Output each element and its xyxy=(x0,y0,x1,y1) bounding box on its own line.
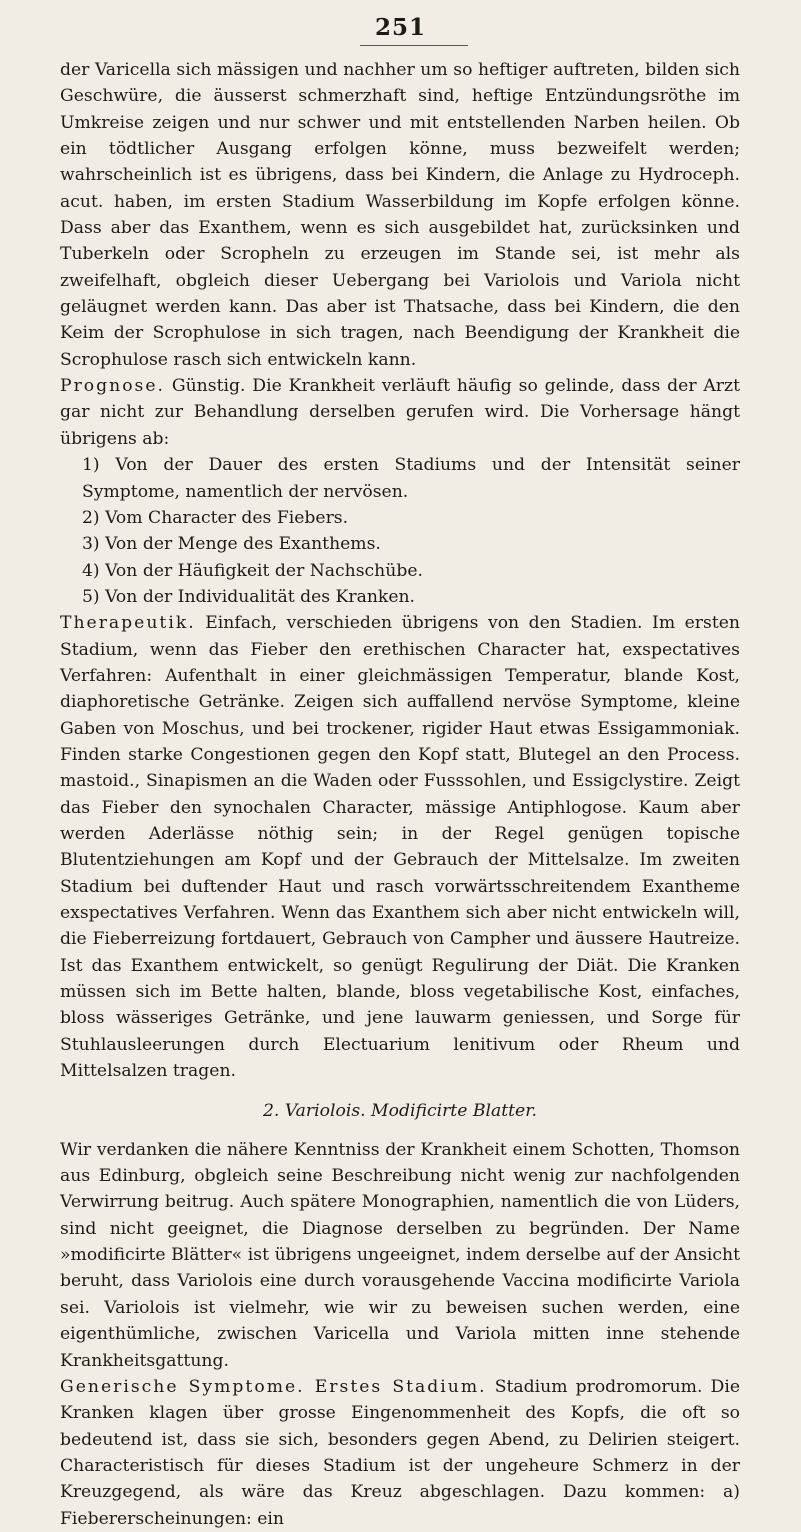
list-item: 4) Von der Häufigkeit der Nachschübe. xyxy=(82,560,423,581)
paragraph-varicella-complications: der Varicella sich mässigen und nachher um so heftiger auftreten, bilden sich Geschwüre, die äusserst schmerzhaft sind, heftige Entzündungsröthe im Umkreise zeigen und nur schwer und mit entstellenden Narben heilen. Ob ein tödtlicher Ausgang erfolgen könne, muss bezweifelt werden; wahrscheinlich ist es übrigens, dass bei Kindern, die Anlage zu Hydroceph. acut. haben, im ersten Stadium Wasserbildung im Kopfe erfolgen könne. Dass aber das Exanthem, wenn es sich ausgebildet hat, zurücksinken und Tuberkeln oder Scropheln zu erzeugen im Stande sei, ist mehr als zweifelhaft, obgleich dieser Uebergang bei Variolois und Variola nicht geläugnet werden kann. Das aber ist Thatsache, dass bei Kindern, die den Keim der Scrophulose in sich tragen, nach Beendigung der Krankheit die Scrophulose rasch sich entwickeln kann. xyxy=(60,60,740,370)
symptome-lead: Generische Symptome. Erstes Stadium. xyxy=(60,1376,487,1397)
list-item: 5) Von der Individualität des Kranken. xyxy=(82,586,416,607)
therapeutik-lead: Therapeutik. xyxy=(60,613,196,634)
paragraph-generische-symptome xyxy=(60,1374,740,1532)
section-heading: 2. Variolois. Modificirte Blatter. xyxy=(262,1101,538,1122)
symptome-text: Stadium prodromorum. Die Kranken klagen über grosse Eingenommenheit des Kopfs, die oft so bedeutend ist, dass sie sich, besonders gegen Abend, zu Delirien steigert. Characteristisch für dieses Stadium ist der ungeheure Schmerz in der Kreuzgegend, als wäre das Kreuz abgeschlagen. Dazu kommen: a) Fiebererscheinungen: ein xyxy=(60,1376,740,1529)
paragraph-variolois-history: Wir verdanken die nähere Kenntniss der Krankheit einem Schotten, Thomson aus Edinburg, obgleich seine Beschreibung nicht wenig zur nachfolgenden Verwirrung beitrug. Auch spätere Monographien, namentlich die von Lüders, sind nicht geeignet, die Diagnose derselben zu begründen. Der Name »modificirte Blätter« ist übrigens ungeeignet, indem derselbe auf der Ansicht beruht, dass Variolois eine durch vorausgehende Vaccina modificirte Variola sei. Variolois ist vielmehr, wie wir zu beweisen suchen werden, eine eigenthümliche, zwischen Varicella und Variola mitten inne stehende Krankheitsgattung. xyxy=(60,1139,740,1371)
page-number: 251 xyxy=(374,14,426,41)
paragraph-therapeutik xyxy=(60,610,740,1084)
paragraph-prognose xyxy=(60,373,740,452)
page-body xyxy=(60,57,740,1532)
list-item: 1) Von der Dauer des ersten Stadiums und der Intensität seiner Symptome, namentlich der nervösen. xyxy=(82,455,740,502)
therapeutik-text: Einfach, verschieden übrigens von den Stadien. Im ersten Stadium, wenn das Fieber den erethischen Character hat, exspectatives Verfahren: Aufenthalt in einer gleichmässigen Temperatur, blande Kost, diaphoretische Getränke. Zeigen sich auffallend nervöse Symptome, kleine Gaben von Moschus, und bei trockener, rigider Haut etwas Essigammoniak. Finden starke Congestionen gegen den Kopf statt, Blutegel an den Process. mastoid., Sinapismen an die Waden oder Fusssohlen, und Essigclystire. Zeigt das Fieber den synochalen Character, mässige Antiphlogose. Kaum aber werden Aderlässe nöthig sein; in der Regel genügen topische Blutentziehungen am Kopf und der Gebrauch der Mittelsalze. Im zweiten Stadium bei duftender Haut und rasch vorwärtsschreitendem Exantheme exspectatives Verfahren. Wenn das Exanthem sich aber nicht entwickeln will, die Fieberreizung fortdauert, Gebrauch von Campher und äussere Hautreize. Ist das Exanthem entwickelt, so genügt Regulirung der Diät. Die Kranken müssen sich im Bette halten, blande, bloss vegetabilische Kost, einfaches, bloss wässeriges Getränke, und jene lauwarm geniessen, und Sorge für Stuhlausleerungen durch Electuarium lenitivum oder Rheum und Mittelsalzen tragen. xyxy=(60,613,740,1082)
list-item: 2) Vom Character des Fiebers. xyxy=(82,507,349,528)
prognose-text: Günstig. Die Krankheit verläuft häufig so gelinde, dass der Arzt gar nicht zur Behandlung derselben gerufen wird. Die Vorhersage hängt übrigens ab: xyxy=(60,376,740,449)
prognose-lead: Prognose. xyxy=(60,376,166,397)
header-rule xyxy=(360,45,468,46)
list-item: 3) Von der Menge des Exanthems. xyxy=(82,534,381,555)
